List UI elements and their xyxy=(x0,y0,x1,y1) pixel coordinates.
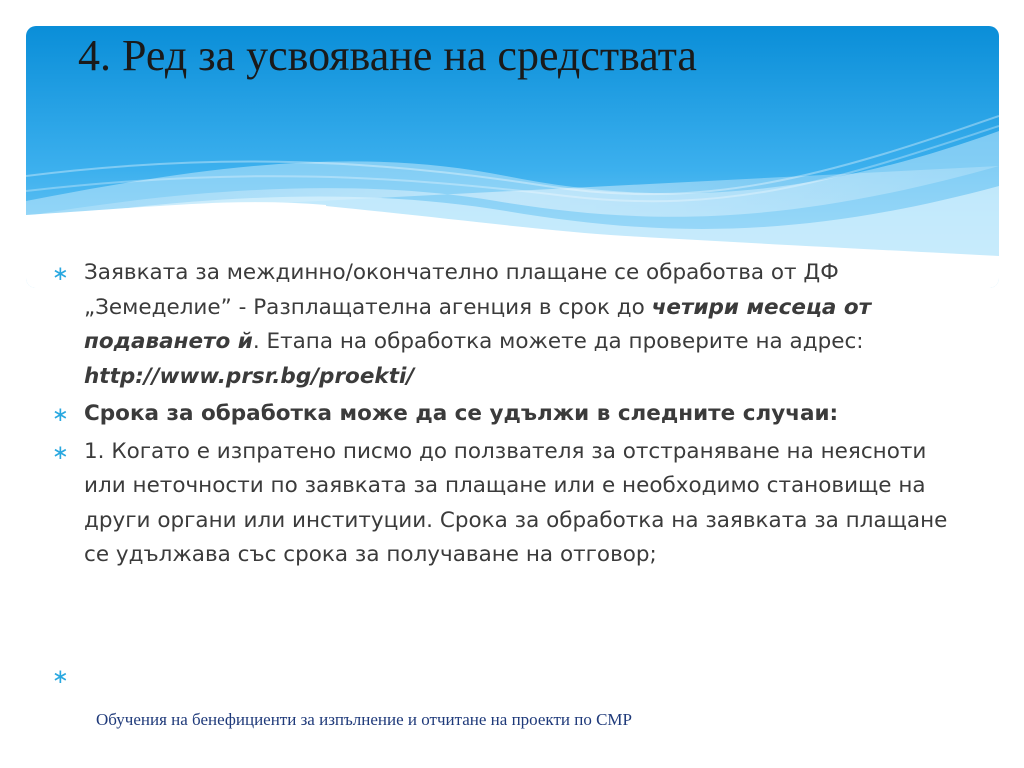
asterisk-bullet-icon: ∗ xyxy=(52,261,69,285)
asterisk-bullet-icon: ∗ xyxy=(52,664,69,688)
bullet-text: 1. Когато е изпратено писмо до ползвателя за отстраняване на неясноти или неточности по заявката за плащане или е необходимо становище на други органи или институции. Срока за обработка на заявката за плащане се удължава със срока за получаване на отговор; xyxy=(84,438,948,567)
bullet-emphasis: четири месеца от подаването й xyxy=(84,294,872,354)
list-item xyxy=(52,256,972,394)
slide-footer: Обучения на бенефициенти за изпълнение и отчитане на проекти по СМР xyxy=(96,710,632,729)
bullet-list xyxy=(52,256,972,576)
asterisk-bullet-icon: ∗ xyxy=(52,402,69,426)
bullet-text: Заявката за междинно/окончателно плащане се обработва от ДФ „Земеделие” - Разплащателна агенция в срок до xyxy=(84,260,839,320)
list-item xyxy=(52,397,972,432)
list-item xyxy=(52,435,972,573)
bullet-text: . Етапа на обработка можете да проверите на адрес: xyxy=(252,329,864,354)
url-link[interactable]: http://www.prsr.bg/proekti/ xyxy=(84,363,415,389)
bullet-text: Срока за обработка може да се удължи в следните случаи: xyxy=(84,401,839,426)
asterisk-bullet-icon: ∗ xyxy=(52,439,69,464)
slide-title: 4. Ред за усвояване на средствата xyxy=(78,31,697,80)
